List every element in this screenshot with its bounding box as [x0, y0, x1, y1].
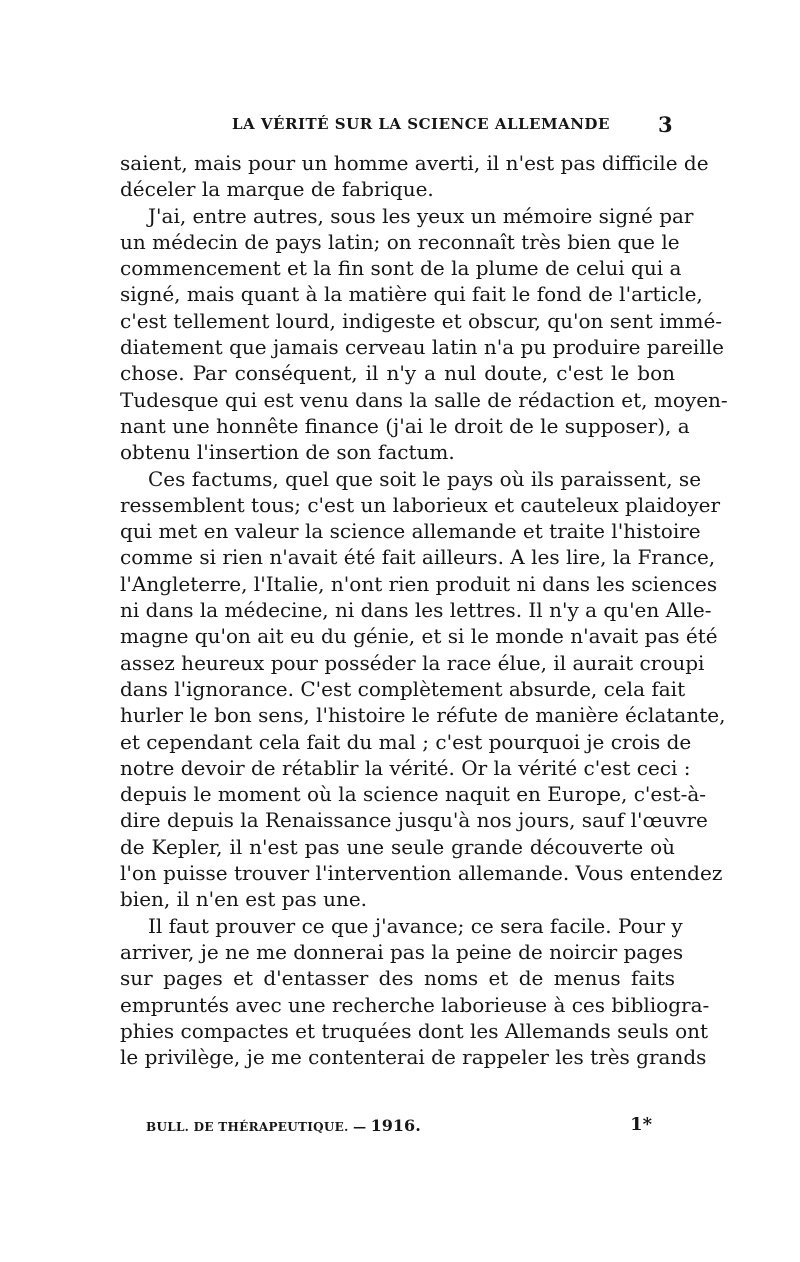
- footer-dash: —: [353, 1120, 367, 1135]
- text-line: empruntés avec une recherche laborieuse à ces bibliogra-: [120, 992, 710, 1017]
- text-line: notre devoir de rétablir la vérité. Or la vérité c'est ceci :: [120, 755, 691, 780]
- running-title: LA VÉRITÉ SUR LA SCIENCE ALLEMANDE: [232, 115, 610, 133]
- text-line: qui met en valeur la science allemande et traite l'histoire: [120, 519, 701, 544]
- signature-mark: 1*: [630, 1114, 652, 1135]
- text-line: saient, mais pour un homme averti, il n'est pas difficile de: [120, 151, 709, 175]
- text-line: depuis le moment où la science naquit en Europe, c'est-à-: [120, 782, 707, 807]
- text-line: c'est tellement lourd, indigeste et obscur, qu'on sent immé-: [120, 308, 723, 333]
- page-number: 3: [658, 112, 673, 137]
- text-line: le privilège, je me contenterai de rappeler les très grands: [120, 1045, 707, 1070]
- text-line: J'ai, entre autres, sous les yeux un mémoire signé par: [148, 203, 694, 228]
- text-line: dire depuis la Renaissance jusqu'à nos jours, sauf l'œuvre: [120, 808, 708, 833]
- text-line: de Kepler, il n'est pas une seule grande découverte où: [120, 834, 675, 859]
- text-line: ressemblent tous; c'est un laborieux et cauteleux plaidoyer: [120, 492, 721, 517]
- text-line: dans l'ignorance. C'est complètement absurde, cela fait: [120, 676, 686, 701]
- text-line: chose. Par conséquent, il n'y a nul doute, c'est le bon: [120, 361, 675, 386]
- text-line: nant une honnête finance (j'ai le droit de le supposer), a: [120, 413, 690, 438]
- text-line: commencement et la fin sont de la plume de celui qui a: [120, 256, 682, 281]
- text-line: hurler le bon sens, l'histoire le réfute de manière éclatante,: [120, 703, 726, 728]
- text-line: arriver, je ne me donnerai pas la peine de noircir pages: [120, 939, 684, 964]
- text-line: phies compactes et truquées dont les Allemands seuls ont: [120, 1018, 709, 1043]
- text-line: magne qu'on ait eu du génie, et si le monde n'avait pas été: [120, 624, 718, 649]
- text-line: comme si rien n'avait été fait ailleurs. A les lire, la France,: [120, 545, 716, 570]
- text-line: diatement que jamais cerveau latin n'a pu produire pareille: [120, 335, 724, 360]
- text-line: Il faut prouver ce que j'avance; ce sera facile. Pour y: [148, 913, 683, 938]
- text-line: Ces factums, quel que soit le pays où ils paraissent, se: [148, 466, 702, 491]
- text-line: sur pages et d'entasser des noms et de menus faits: [120, 966, 675, 991]
- text-line: l'Angleterre, l'Italie, n'ont rien produit ni dans les sciences: [120, 571, 718, 596]
- page-footer: [146, 1116, 652, 1135]
- text-line: déceler la marque de fabrique.: [120, 177, 434, 202]
- text-line: Tudesque qui est venu dans la salle de rédaction et, moyen-: [120, 387, 728, 412]
- text-line: signé, mais quant à la matière qui fait le fond de l'article,: [120, 282, 703, 307]
- text-line: un médecin de pays latin; on reconnaît très bien que le: [120, 229, 680, 254]
- text-line: obtenu l'insertion de son factum.: [120, 440, 455, 465]
- text-line: assez heureux pour posséder la race élue, il aurait croupi: [120, 650, 705, 675]
- text-line: et cependant cela fait du mal ; c'est pourquoi je crois de: [120, 729, 692, 754]
- text-line: l'on puisse trouver l'intervention allemande. Vous entendez: [120, 861, 723, 886]
- body-text: [120, 150, 728, 1070]
- text-line: ni dans la médecine, ni dans les lettres. Il n'y a qu'en Alle-: [120, 598, 712, 623]
- footer-year: 1916.: [370, 1116, 421, 1135]
- footer-journal: BULL. DE THÉRAPEUTIQUE.: [146, 1120, 349, 1134]
- text-line: bien, il n'en est pas une.: [120, 887, 368, 912]
